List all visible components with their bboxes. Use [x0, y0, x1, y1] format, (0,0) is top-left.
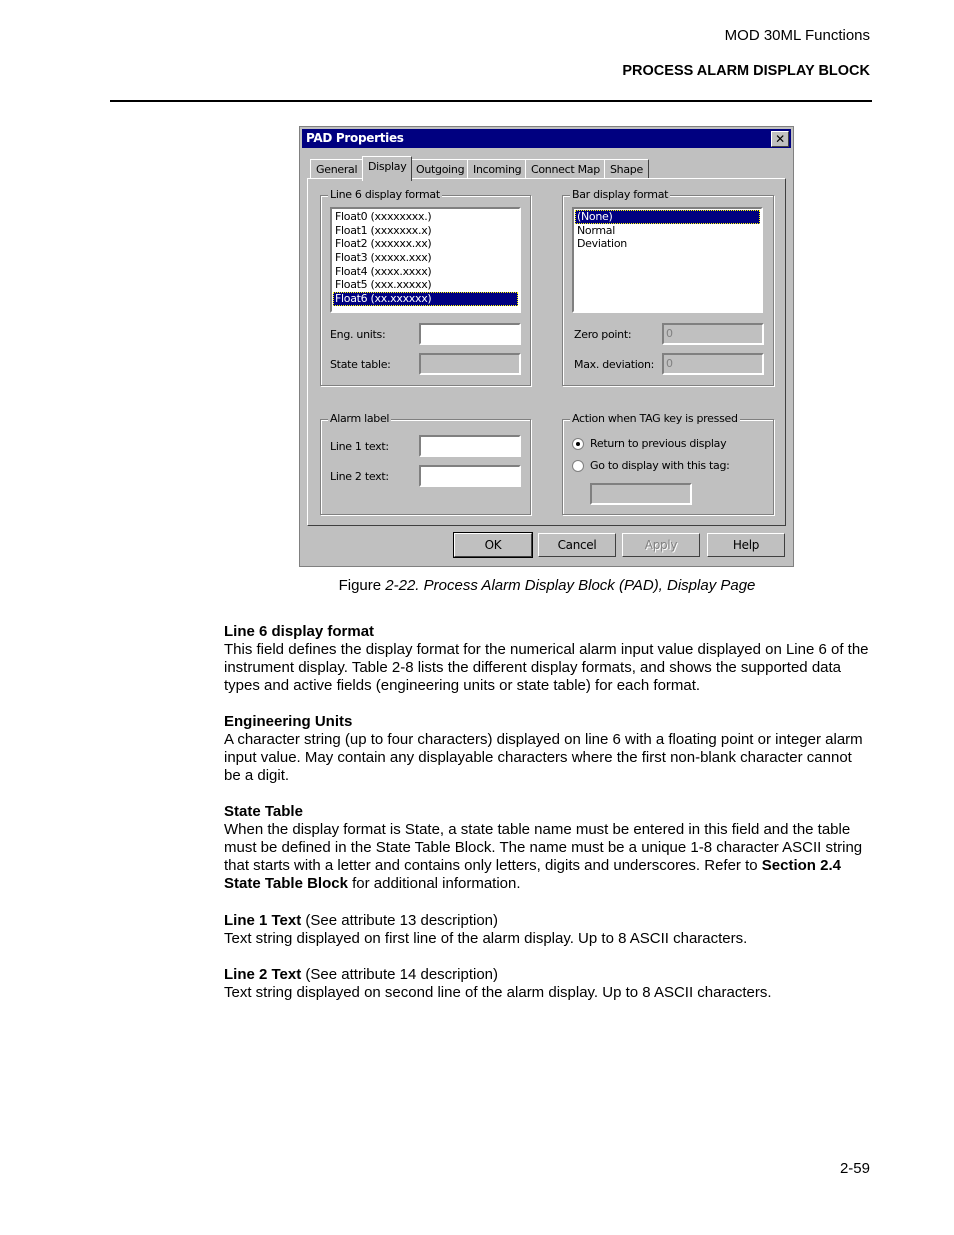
line6-format-option[interactable]: Float0 (xxxxxxxx.) [335, 210, 432, 223]
line1-text-label: Line 1 text: [330, 440, 389, 453]
figure-caption [0, 577, 954, 594]
line6-format-option[interactable]: Float4 (xxxx.xxxx) [335, 264, 432, 278]
alarm-label-legend: Alarm label [330, 412, 390, 425]
go-to-tag-label[interactable]: Go to display with this tag: [590, 459, 730, 472]
bar-format-legend: Bar display format [572, 188, 669, 201]
cancel-button[interactable]: Cancel [538, 533, 616, 557]
section-heading-line [224, 966, 872, 984]
help-button[interactable]: Help [707, 533, 785, 557]
bar-format-group [562, 188, 774, 386]
tab-display[interactable]: Display [362, 156, 412, 181]
section-body: This field defines the display format for the numerical alarm input value displayed on Line 6 of the instrument display. Table 2-8 lists the different display formats, and shows the supported data types and active fields (engineering units or state table) for each format. [224, 641, 869, 694]
section-heading: Line 2 Text [224, 966, 302, 983]
running-header-section: PROCESS ALARM DISPLAY BLOCK [622, 63, 870, 79]
tag-key-action-group [562, 412, 774, 515]
close-icon[interactable]: ✕ [771, 131, 789, 147]
section-heading: Line 6 display format [224, 623, 375, 640]
line6-format-option-selected[interactable]: Float6 (xx.xxxxxx) [333, 292, 518, 306]
section-reference: Section 2.4 State Table Block [224, 857, 841, 892]
dialog-title: PAD Properties [306, 131, 404, 145]
tab-outgoing[interactable]: Outgoing [410, 159, 470, 179]
figure-caption-title: 2-22. Process Alarm Display Block (PAD), Display Page [385, 577, 756, 594]
tab-general[interactable]: General [310, 159, 363, 179]
line6-format-option[interactable]: Float3 (xxxxx.xxx) [335, 251, 432, 265]
apply-button[interactable]: Apply [622, 533, 700, 557]
section-heading: State Table [224, 803, 303, 820]
line6-format-group [320, 188, 531, 386]
bar-format-listbox[interactable] [572, 207, 763, 313]
tab-incoming[interactable]: Incoming [467, 159, 527, 179]
page-number: 2-59 [839, 1160, 870, 1177]
section-body: Text string displayed on second line of the alarm display. Up to 8 ASCII characters. [224, 984, 772, 1001]
line6-format-listbox[interactable] [330, 207, 521, 313]
line6-format-legend: Line 6 display format [330, 188, 440, 201]
section-note: (See attribute 14 description) [301, 966, 499, 983]
section-body-tail: for additional information. [347, 875, 521, 892]
section-body: Text string displayed on first line of the alarm display. Up to 8 ASCII characters. [224, 930, 748, 947]
line6-format-option[interactable]: Float1 (xxxxxxx.x) [335, 223, 432, 237]
go-to-tag-field[interactable] [590, 483, 692, 505]
return-previous-radio[interactable] [572, 438, 584, 450]
line6-format-option[interactable]: Float2 (xxxxxx.xx) [335, 237, 432, 251]
section-line2-text [224, 966, 872, 1002]
section-heading: Engineering Units [224, 713, 353, 730]
bar-format-option[interactable]: Deviation [577, 237, 627, 251]
section-body: A character string (up to four characters) displayed on line 6 with a floating point or integer alarm input value. May contain any displayable characters where the first non-blank character cannot be a digit. [224, 731, 863, 784]
section-line6-format [224, 623, 872, 695]
eng-units-label: Eng. units: [330, 328, 386, 341]
line2-text-label: Line 2 text: [330, 470, 389, 483]
max-deviation-field[interactable]: 0 [662, 353, 764, 375]
section-line1-text [224, 912, 872, 948]
tab-connect-map[interactable]: Connect Map [525, 159, 606, 179]
state-table-field[interactable] [419, 353, 521, 375]
running-header-chapter: MOD 30ML Functions [724, 27, 870, 44]
bar-format-option-selected[interactable]: (None) [575, 210, 760, 224]
line6-format-option[interactable]: Float5 (xxx.xxxxx) [335, 278, 432, 292]
line2-text-field[interactable] [419, 465, 521, 487]
return-previous-label[interactable]: Return to previous display [590, 437, 727, 450]
section-body-text: When the display format is State, a state table name must be entered in this field and the table must be defined in the State Table Block. The name must be a unique 1-8 character ASCII string that starts with a letter and contains only letters, digits and underscores. Refer to [224, 821, 863, 874]
figure-caption-prefix: Figure [338, 577, 386, 594]
max-deviation-label: Max. deviation: [574, 358, 655, 371]
tab-shape[interactable]: Shape [604, 159, 649, 179]
state-table-label: State table: [330, 358, 391, 371]
alarm-label-group [320, 412, 531, 515]
section-body [224, 821, 872, 893]
zero-point-label: Zero point: [574, 328, 632, 341]
go-to-tag-radio[interactable] [572, 460, 584, 472]
section-engineering-units [224, 713, 872, 785]
ok-button[interactable]: OK [454, 533, 532, 557]
header-rule [110, 100, 872, 102]
eng-units-field[interactable] [419, 323, 521, 345]
bar-format-option[interactable]: Normal [577, 223, 615, 237]
line1-text-field[interactable] [419, 435, 521, 457]
section-state-table [224, 803, 872, 893]
tag-key-action-legend: Action when TAG key is pressed [572, 412, 738, 425]
pad-properties-dialog [299, 126, 794, 567]
section-heading-line [224, 912, 872, 930]
zero-point-field[interactable]: 0 [662, 323, 764, 345]
section-heading: Line 1 Text [224, 912, 302, 929]
section-note: (See attribute 13 description) [301, 912, 499, 929]
dialog-titlebar [302, 129, 791, 148]
